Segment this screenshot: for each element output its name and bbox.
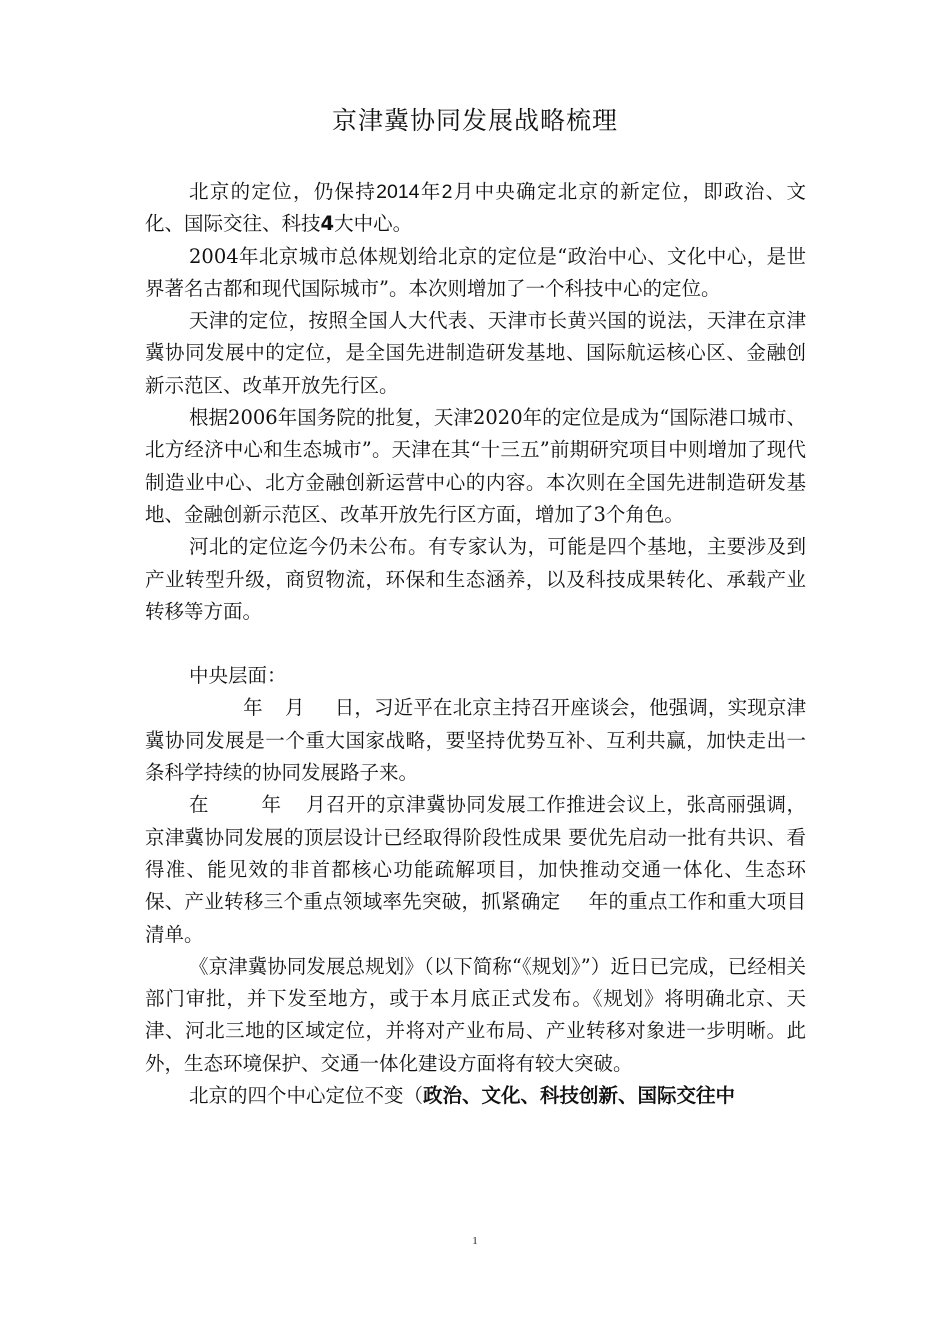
text-run: 大中心。 xyxy=(334,212,413,236)
paragraph-spacer xyxy=(145,628,806,660)
text-run: 日 xyxy=(334,696,355,720)
text-run: 年 xyxy=(243,696,263,720)
text-run: 月 xyxy=(284,696,305,720)
text-run: 月召开的京津冀协同发展工作推进会议上，张高丽强调，京津冀协同发展的顶层设计已经取得阶段性成果 要优先启动一批有共识、看得准、能见效的非首都核心功能疏解项目，加快推动交通一体化、生态环保、产业转移三个重点领域率先突破，抓紧确定 xyxy=(145,793,806,914)
paragraph-tianjin-positioning: 天津的定位，按照全国人大代表、天津市长黄兴国的说法，天津在京津冀协同发展中的定位，是全国先进制造研发基地、国际航运核心区、金融创新示范区、改革开放先行区。 xyxy=(145,309,806,397)
paragraph-master-plan: 《京津冀协同发展总规划》（以下简称“《规划》”）近日已完成，已经相关部门审批，并下发至地方，或于本月底正式发布。《规划》将明确北京、天津、河北三地的区域定位，并将对产业布局、产业转移对象进一步明晰。此外，生态环境保护、交通一体化建设方面将有较大突破。 xyxy=(145,954,806,1075)
paragraph-tianjin-2006-approval: 根据2006年国务院的批复，天津2020年的定位是成为“国际港口城市、北方经济中心和生态城市”。天津在其“十三五”前期研究项目中则增加了现代制造业中心、北方金融创新运营中心的内容。本次则在全国先进制造研发基地、金融创新示范区、改革开放先行区方面，增加了3个角色。 xyxy=(145,406,806,526)
paragraph-xi-symposium xyxy=(145,692,806,789)
year-2014: 2014 xyxy=(376,181,420,203)
page-title: 京津冀协同发展战略梳理 xyxy=(331,106,618,135)
text-run: ，习近平在北京主持召开座谈会，他强调，实现京津冀协同发展是一个重大国家战略，要坚持优势互补、互利共赢，加快走出一条科学持续的协同发展路子来。 xyxy=(145,696,806,785)
text-run: 年 xyxy=(419,180,442,203)
text-run: 北京的四个中心定位不变（ xyxy=(189,1084,424,1108)
text-run: 在 xyxy=(189,793,210,817)
number-4: 4 xyxy=(320,212,335,236)
document-body xyxy=(145,176,806,1112)
month-2: 2 xyxy=(441,181,453,203)
paragraph-zhang-gaoli-meeting xyxy=(145,789,806,950)
paragraph-beijing-2004-plan: 2004年北京城市总体规划给北京的定位是“政治中心、文化中心，是世界著名古都和现代国际城市”。本次则增加了一个科技中心的定位。 xyxy=(145,244,806,300)
text-run: 年 xyxy=(261,793,282,817)
text-run: 年的重点工作和重大项目清单。 xyxy=(145,890,806,946)
paragraph-hebei-positioning: 河北的定位迄今仍未公布。有专家认为，可能是四个基地，主要涉及到产业转型升级，商贸物流，环保和生态涵养，以及科技成果转化、承载产业转移等方面。 xyxy=(145,535,806,623)
paragraph-beijing-four-centers xyxy=(145,1080,806,1112)
page-number: 1 xyxy=(472,1235,478,1247)
text-run: 北京的定位，仍保持 xyxy=(189,180,377,203)
text-run: 月中央确定北京的新定位，即政治、文化、国际交往、科技 xyxy=(145,180,806,236)
paragraph-central-level-heading: 中央层面： xyxy=(189,664,287,688)
paragraph-beijing-positioning xyxy=(145,176,806,241)
bold-text-run: 政治、文化、科技创新、国际交往中 xyxy=(423,1084,736,1108)
